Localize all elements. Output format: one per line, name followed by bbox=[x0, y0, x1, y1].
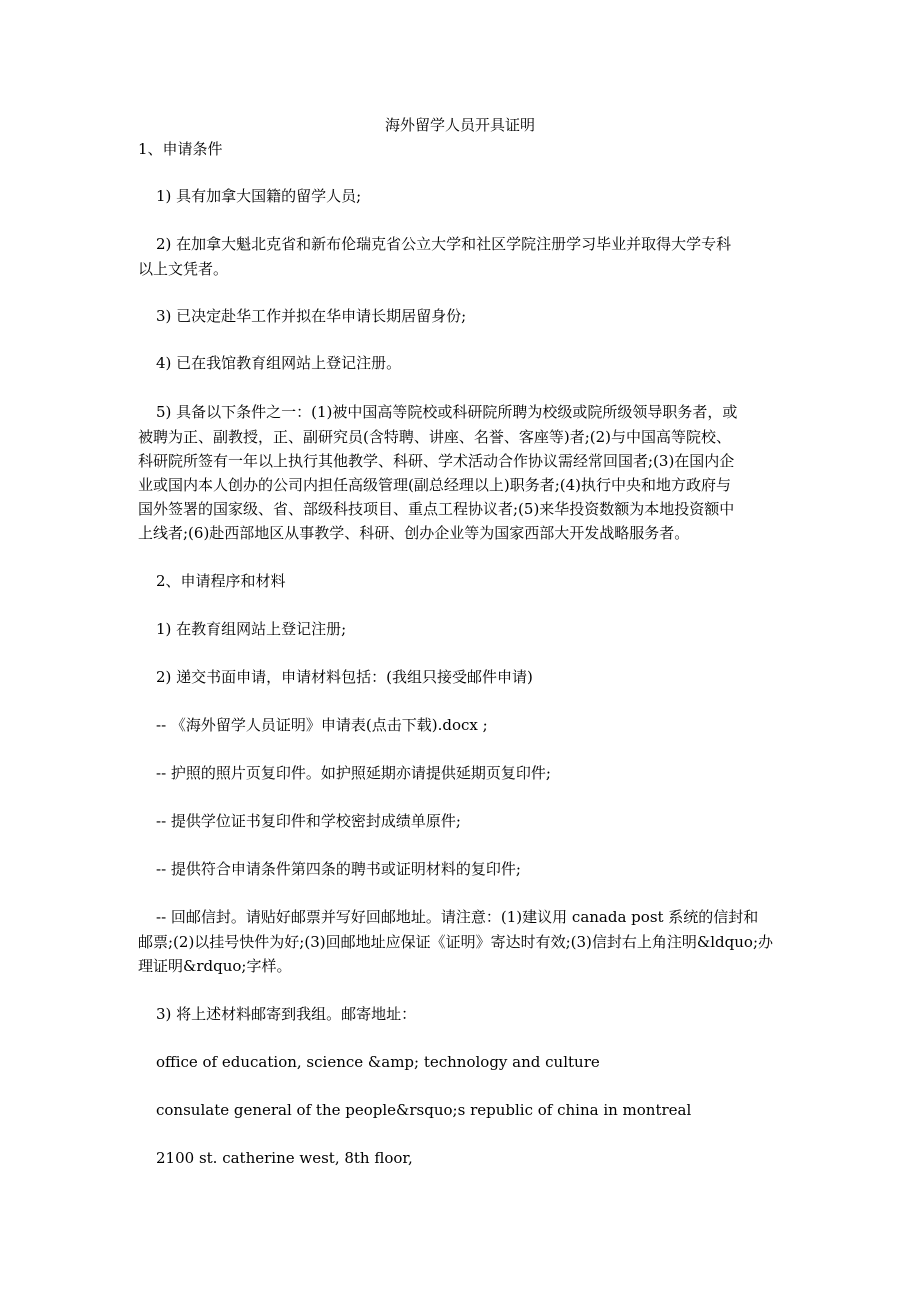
condition-1: 1) 具有加拿大国籍的留学人员; bbox=[156, 187, 362, 205]
procedure-step-2: 2) 递交书面申请，申请材料包括：(我组只接受邮件申请) bbox=[156, 668, 533, 686]
material-employment-proof: -- 提供符合申请条件第四条的聘书或证明材料的复印件; bbox=[156, 860, 521, 878]
condition-5-line-2: 被聘为正、副教授，正、副研究员(含特聘、讲座、名誉、客座等)者;(2)与中国高等院校、 bbox=[138, 428, 732, 446]
material-return-envelope-line-1: -- 回邮信封。请贴好邮票并写好回邮地址。请注意：(1)建议用 canada post 系统的信封和 bbox=[156, 908, 759, 926]
condition-5-line-1: 5) 具备以下条件之一：(1)被中国高等院校或科研院所聘为校级或院所级领导职务者，或 bbox=[156, 403, 738, 421]
condition-5-line-6: 上线者;(6)赴西部地区从事教学、科研、创办企业等为国家西部大开发战略服务者。 bbox=[138, 524, 690, 542]
condition-5-line-3: 科研院所签有一年以上执行其他教学、科研、学术活动合作协议需经常回国者;(3)在国内企 bbox=[138, 452, 735, 470]
condition-5-line-4: 业或国内本人创办的公司内担任高级管理(副总经理以上)职务者;(4)执行中央和地方政府与 bbox=[138, 476, 732, 494]
address-line-2: consulate general of the people&rsquo;s republic of china in montreal bbox=[156, 1101, 692, 1119]
address-line-1: office of education, science &amp; technology and culture bbox=[156, 1053, 600, 1071]
condition-2-line-1: 2) 在加拿大魁北克省和新布伦瑞克省公立大学和社区学院注册学习毕业并取得大学专科 bbox=[156, 235, 732, 253]
material-return-envelope-line-3: 理证明&rdquo;字样。 bbox=[138, 957, 292, 975]
procedure-step-3: 3) 将上述材料邮寄到我组。邮寄地址： bbox=[156, 1005, 417, 1023]
material-degree: -- 提供学位证书复印件和学校密封成绩单原件; bbox=[156, 812, 461, 830]
address-line-3: 2100 st. catherine west, 8th floor, bbox=[156, 1149, 413, 1167]
section-heading-procedure: 2、申请程序和材料 bbox=[156, 572, 286, 590]
procedure-step-1: 1) 在教育组网站上登记注册; bbox=[156, 620, 347, 638]
material-passport: -- 护照的照片页复印件。如护照延期亦请提供延期页复印件; bbox=[156, 764, 551, 782]
condition-3: 3) 已决定赴华工作并拟在华申请长期居留身份; bbox=[156, 307, 467, 325]
document-title: 海外留学人员开具证明 bbox=[384, 116, 535, 134]
condition-2-line-2: 以上文凭者。 bbox=[138, 260, 229, 278]
material-return-envelope-line-2: 邮票;(2)以挂号快件为好;(3)回邮地址应保证《证明》寄达时有效;(3)信封右上角注明&ldquo;办 bbox=[138, 933, 774, 951]
condition-5-line-5: 国外签署的国家级、省、部级科技项目、重点工程协议者;(5)来华投资数额为本地投资额中 bbox=[138, 500, 735, 518]
condition-4: 4) 已在我馆教育组网站上登记注册。 bbox=[156, 354, 402, 372]
section-heading-conditions: 1、申请条件 bbox=[138, 140, 223, 158]
material-application-form: -- 《海外留学人员证明》申请表(点击下载).docx ; bbox=[156, 716, 488, 734]
